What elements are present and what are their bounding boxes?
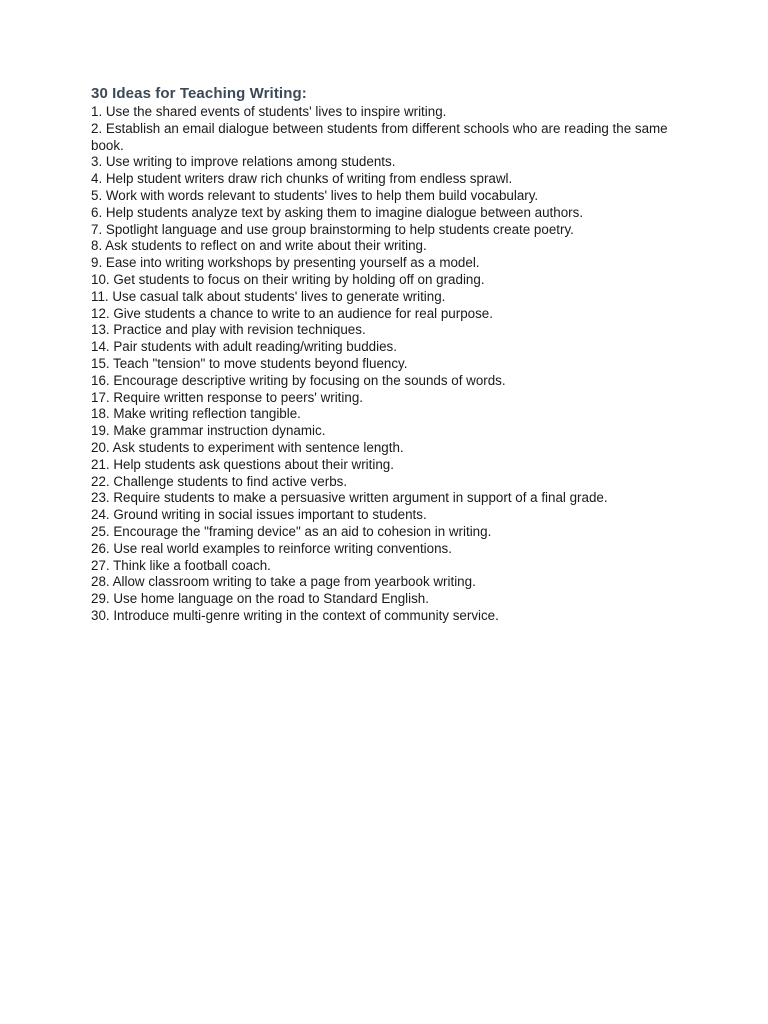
- idea-item: 18. Make writing reflection tangible.: [91, 406, 301, 422]
- idea-item: 23. Require students to make a persuasive written argument in support of a final grade.: [91, 490, 608, 506]
- idea-item: 30. Introduce multi-genre writing in the context of community service.: [91, 607, 499, 623]
- idea-item: 15. Teach "tension" to move students beyond fluency.: [91, 355, 408, 371]
- idea-item: 4. Help student writers draw rich chunks of writing from endless sprawl.: [91, 171, 513, 187]
- idea-item: 14. Pair students with adult reading/writing buddies.: [91, 339, 397, 355]
- idea-item: 7. Spotlight language and use group brainstorming to help students create poetry.: [91, 221, 574, 237]
- idea-item: 20. Ask students to experiment with sentence length.: [91, 439, 404, 455]
- document-content: [91, 84, 691, 625]
- idea-item: 1. Use the shared events of students' lives to inspire writing.: [91, 104, 447, 119]
- idea-item: 2. Establish an email dialogue between students from different schools who are reading the same book.: [91, 120, 668, 153]
- idea-item: 29. Use home language on the road to Standard English.: [91, 591, 429, 607]
- idea-item: 12. Give students a chance to write to an audience for real purpose.: [91, 305, 493, 321]
- idea-item: 17. Require written response to peers' writing.: [91, 389, 363, 405]
- idea-item: 3. Use writing to improve relations among students.: [91, 154, 396, 170]
- idea-item: 24. Ground writing in social issues important to students.: [91, 507, 427, 523]
- idea-item: 10. Get students to focus on their writing by holding off on grading.: [91, 271, 485, 287]
- idea-item: 8. Ask students to reflect on and write about their writing.: [91, 238, 427, 254]
- idea-item: 9. Ease into writing workshops by presenting yourself as a model.: [91, 255, 480, 271]
- idea-item: 11. Use casual talk about students' lives to generate writing.: [91, 288, 446, 304]
- idea-item: 26. Use real world examples to reinforce writing conventions.: [91, 540, 452, 556]
- idea-item: 5. Work with words relevant to students' lives to help them build vocabulary.: [91, 187, 539, 203]
- idea-item: 25. Encourage the "framing device" as an aid to cohesion in writing.: [91, 523, 492, 539]
- idea-item: 6. Help students analyze text by asking them to imagine dialogue between authors.: [91, 204, 584, 220]
- idea-item: 28. Allow classroom writing to take a page from yearbook writing.: [91, 574, 476, 590]
- idea-item: 16. Encourage descriptive writing by focusing on the sounds of words.: [91, 372, 506, 388]
- idea-item: 22. Challenge students to find active verbs.: [91, 473, 348, 489]
- idea-item: 27. Think like a football coach.: [91, 557, 271, 573]
- idea-item: 21. Help students ask questions about their writing.: [91, 456, 394, 472]
- ideas-list: [91, 104, 691, 625]
- idea-item: 13. Practice and play with revision techniques.: [91, 322, 366, 338]
- idea-item: 19. Make grammar instruction dynamic.: [91, 423, 326, 439]
- document-title: 30 Ideas for Teaching Writing:: [91, 85, 307, 102]
